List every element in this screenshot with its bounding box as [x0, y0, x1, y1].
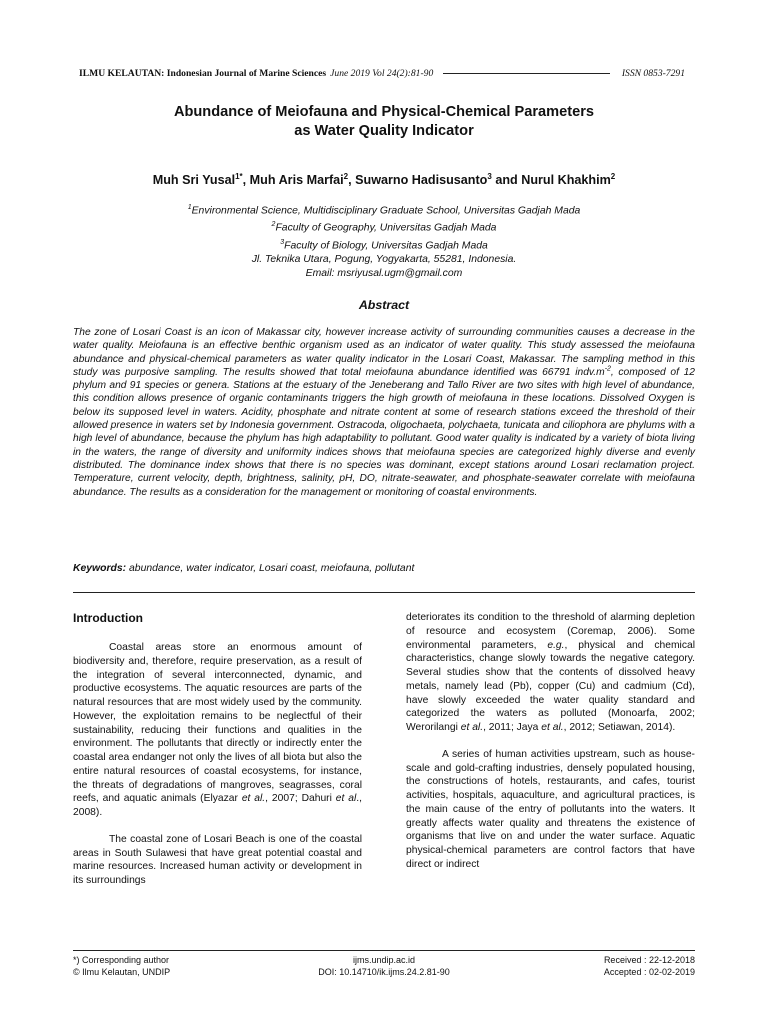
header-rule — [443, 73, 610, 74]
address: Jl. Teknika Utara, Pogung, Yogyakarta, 55281, Indonesia. — [251, 254, 517, 266]
intro-p1-etal: et al. — [241, 793, 266, 805]
journal-name: ILMU KELAUTAN: Indonesian Journal of Marine Sciences — [79, 67, 327, 79]
paper-title — [84, 103, 684, 141]
running-header — [79, 66, 685, 80]
intro-p3-text-a: deteriorates its condition to the threshold of alarming depletion of resource and ecosystem (Coremap, 2006). Some environmental parameters, — [406, 612, 695, 651]
author-4-mark: 2 — [610, 172, 616, 181]
intro-p3-text-c: , 2011; Jaya — [483, 722, 542, 733]
journal-issue: June 2019 Vol 24(2):81-90 — [330, 67, 434, 79]
intro-p1-text-b: , 2007; Dahuri — [265, 793, 336, 805]
affiliation-2-mark: 2 — [271, 221, 276, 229]
introduction-heading: Introduction — [73, 611, 143, 625]
affiliation-3-text: Faculty of Biology, Universitas Gadjah Mada — [284, 240, 488, 252]
affiliation-1-mark: 1 — [187, 204, 192, 211]
abstract-superscript: -2 — [604, 365, 611, 373]
received-date: Received : 22-12-2018 — [603, 955, 695, 965]
doi[interactable]: DOI: 10.14710/ik.ijms.24.2.81-90 — [318, 967, 450, 977]
affiliation-1 — [84, 201, 684, 218]
journal-website[interactable]: ijms.undip.ac.id — [352, 955, 416, 965]
keywords-label: Keywords: — [73, 563, 127, 574]
footer-left — [73, 954, 170, 978]
affiliation-2-text: Faculty of Geography, Universitas Gadjah Mada — [275, 222, 497, 234]
intro-paragraph-3 — [406, 611, 695, 735]
intro-paragraph-4: A series of human activities upstream, such as house-scale and gold-crafting industries, densely populated housing, the constructions of hotels, restaurants, and cafes, tourist activities, hospitals, aquaculture, and agricultural practices, is the main cause of the entry of pollutants into the waters. It greatly affects water quality and threatens the existence of organisms that live on and under the water surface. Aquatic physical-chemical parameters are control factors that have direct or indirect — [406, 748, 695, 870]
left-column — [73, 641, 362, 888]
section-divider — [73, 592, 695, 593]
intro-paragraph-1 — [73, 641, 362, 820]
author-2-mark: 2 — [343, 172, 349, 181]
title-line-2: as Water Quality Indicator — [294, 123, 474, 139]
intro-p1-text-a: Coastal areas store an enormous amount of biodiversity and, therefore, require preservation, as a result of the integration of several interconnected, dynamic, and productive ecosystems. The aquatic resources are parts of the natural resources that are most widely used by the community. However, the exploitation remains to be neglectful of their sustainability, reducing their functions and qualities in the environment. The pollutants that directly or indirectly enter the coastal area endanger not only the lives of all biota but also the entire natural resources of coastal ecosystems, for instance, the threats of degradations of mangroves, seagrasses, coral reefs, and aquatic animals (Elyazar — [73, 642, 362, 805]
intro-p3-text-b: , physical and chemical characteristics, change slowly towards the negative category. Several studies show that the contents of dissolved heavy metals, namely lead (Pb), copper (Cu) and cadmium (Cd), have slowly exceeded the water quality standard and categorized the waters as polluted (Monoarfa, 2002; Werorilangi — [406, 639, 695, 733]
keywords — [73, 563, 695, 574]
affiliations — [84, 201, 684, 281]
right-column — [406, 611, 695, 872]
abstract-text-part-2: , composed of 12 phylum and 91 species or genera. Stations at the estuary of the Jeneberang and Tallo River are two sites with high level of abundance, this condition allows presence of organic contaminants triggers the high growth of meiofauna in these locations. Dissolved Oxygen is below its supposed level in waters. Acidity, phosphate and nitrate content at some of research stations exceed the threshold of their allowed presence in waters set by Indonesia government. Ostracoda, oligochaeta, polychaeta, tunicata and ciliophora are phylums with a high level of abundance, because the phylum has high adaptability to pollutant. Good water quality is indicated by a variety of biota living in the waters, the range of diversity and uniformity indices shows that meiofauna species are categorized highly diverse and evenly distributed. The dominance index shows that there is no species was dominant, except stations around Losari reclamation project. Temperature, current velocity, depth, brightness, salinity, pH, DO, nitrate-seawater, and phosphate-seawater correlate with meiofauna abundance. The results as a consideration for the management or monitoring of coastal environments. — [73, 366, 695, 498]
author-2: , Muh Aris Marfai — [242, 173, 344, 188]
author-list — [84, 172, 684, 187]
author-1-mark: 1* — [235, 172, 243, 181]
intro-paragraph-2: The coastal zone of Losari Beach is one of the coastal areas in South Sulawesi that have great potential coastal and marine resources. Increased human activity or development in its surroundings — [73, 833, 362, 886]
keywords-text: abundance, water indicator, Losari coast, meiofauna, pollutant — [126, 563, 415, 574]
affiliation-3 — [84, 236, 684, 253]
footer-right — [545, 954, 695, 978]
email[interactable]: Email: msriyusal.ugm@gmail.com — [305, 268, 463, 280]
author-4: and Nurul Khakhim — [491, 173, 611, 188]
affiliation-3-mark: 3 — [280, 238, 285, 246]
intro-p3-eg: e.g. — [547, 639, 565, 651]
corresponding-author-note: *) Corresponding author — [73, 955, 170, 965]
abstract-text-part-1: The zone of Losari Coast is an icon of Makassar city, however increase activity of surrounding communities causes a decrease in the water quality. Meiofauna is an effective benthic organism used as an indicator of water quality. This study assessed the meiofauna abundance and physical-chemical parameters as water quality indicator in the Losari Coast, Makassar. The sampling method in this study was purposive sampling. The results showed that total meiofauna abundance identified was 66791 indv.m — [73, 327, 695, 378]
affiliation-2 — [84, 218, 684, 235]
intro-p3-text-d: , 2012; Setiawan, 2014). — [563, 722, 676, 733]
abstract-text — [73, 326, 695, 499]
footer-rule — [73, 950, 695, 951]
abstract-heading: Abstract — [358, 298, 410, 312]
issn: ISSN 0853-7291 — [621, 67, 685, 79]
intro-p1-text-c: ., 2008). — [73, 793, 363, 818]
author-1: Muh Sri Yusal — [152, 173, 236, 188]
author-3-mark: 3 — [487, 172, 492, 181]
affiliation-1-text: Environmental Science, Multidisciplinary Graduate School, Universitas Gadjah Mada — [191, 205, 581, 217]
intro-p1-etal-2: et al — [335, 793, 357, 805]
author-3: , Suwarno Hadisusanto — [348, 173, 488, 188]
copyright: © Ilmu Kelautan, UNDIP — [73, 967, 171, 977]
intro-p3-etal: et al. — [460, 722, 484, 733]
footer-center — [284, 954, 484, 978]
intro-p3-etal-2: et al. — [541, 722, 564, 733]
accepted-date: Accepted : 02-02-2019 — [603, 967, 695, 977]
title-line-1: Abundance of Meiofauna and Physical-Chemical Parameters — [173, 104, 595, 120]
